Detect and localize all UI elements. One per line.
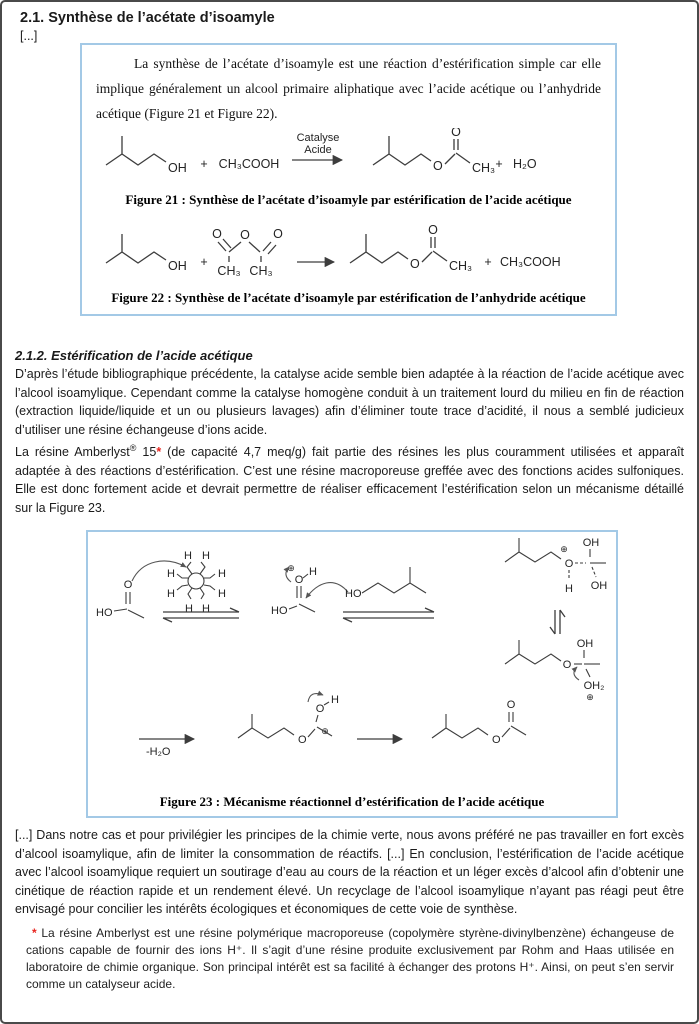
label-acetic-acid: CH₃COOH	[218, 157, 280, 171]
equilibrium-arrows-vertical	[550, 610, 565, 634]
tetrahedral-intermediate-1	[505, 537, 607, 595]
plus-sign: +	[495, 157, 503, 171]
label-oh: OH	[582, 537, 600, 550]
label-carbonyl-o: O	[212, 227, 222, 241]
isoamyl-alcohol-structure	[106, 136, 187, 175]
label-h: H	[218, 588, 226, 601]
isoamyl-acetate-structure	[350, 223, 472, 273]
label-h: H	[331, 694, 339, 707]
label-oh: OH	[590, 580, 608, 593]
curved-arrow-water-leaving	[574, 667, 579, 680]
plus-charge: ⊕	[586, 692, 594, 703]
protonated-acetic-acid-structure	[271, 563, 317, 617]
figure22-caption: Figure 22 : Synthèse de l’acétate d’isoamyle par estérification de l’anhydride acétique	[111, 290, 586, 305]
footnote-asterisk: *	[32, 925, 37, 940]
page-title: 2.1. Synthèse de l’acétate d’isoamyle	[20, 10, 275, 26]
label-h: H	[185, 603, 193, 616]
curved-arrow-proton-transfer	[132, 561, 186, 581]
label-ch3: CH₃	[249, 264, 273, 278]
figure21-reaction-scheme	[96, 128, 601, 192]
label-oh: OH	[168, 161, 187, 175]
arrow-label-acide: Acide	[304, 144, 332, 156]
plus-sign: +	[200, 255, 208, 269]
plus-charge: ⊕	[560, 544, 568, 555]
label-water: H₂O	[513, 157, 537, 171]
reaction-arrow-catalysis	[292, 132, 342, 160]
equilibrium-arrows-2	[343, 608, 434, 622]
plus-sign: +	[200, 157, 208, 171]
plus-charge: ⊕	[287, 563, 295, 574]
paragraph-2-lead: La résine Amberlyst	[15, 445, 130, 460]
label-h: H	[202, 550, 210, 563]
label-minus-h2o: -H₂O	[146, 746, 171, 759]
footnote	[26, 925, 674, 993]
label-protonated-o: O	[564, 558, 574, 571]
label-acetic-acid: CH₃COOH	[500, 255, 561, 269]
paragraph-2-num: 15	[136, 445, 157, 460]
label-ho: HO	[271, 605, 288, 618]
plus-charge: ⊕	[321, 726, 329, 737]
acetic-acid-structure	[96, 579, 144, 619]
box-intro-paragraph: La synthèse de l’acétate d’isoamyle est une réaction d’estérification simple car elle implique généralement un alcool primaire aliphatique avec l’acide acétique ou l’anhydride acétique (Figure 21 et Figure 22).	[96, 56, 601, 121]
label-ch3: CH₃	[449, 259, 473, 273]
label-carbonyl-o: O	[123, 579, 133, 592]
label-h: H	[167, 588, 175, 601]
figure21-caption: Figure 21 : Synthèse de l’acétate d’isoamyle par estérification de l’acide acétique	[125, 192, 572, 207]
curved-arrow-nucleophilic-attack	[306, 583, 348, 598]
isoamyl-alcohol-structure	[106, 234, 187, 273]
label-ch3: CH₃	[472, 161, 496, 175]
closing-paragraph: [...] Dans notre cas et pour privilégier les principes de la chimie verte, nous avons préféré ne pas travailler en fort excès d’alcool isoamylique, afin de limiter la consommation de réactifs. [...] En conclusion, l’estérification de l’acide acétique avec l’alcool isoamylique requiert un soutirage d’eau au cours de la réaction et un léger excès d’alcool afin d’obtenir une cinétique de réaction rapide et un rendement élevé. Un recyclage de l’alcool isoamylique n’ayant pas réagi peut être envisagé pour concilier les intérêts écologiques et économiques de cette voie de synthèse.	[15, 828, 684, 917]
label-h: H	[167, 568, 175, 581]
label-oh: OH	[576, 638, 594, 651]
label-ester-o: O	[492, 734, 501, 747]
omission-marker-top: [...]	[20, 29, 38, 43]
label-ho: HO	[96, 607, 113, 620]
paragraph-1: D’après l’étude bibliographique précédente, la catalyse acide semble bien adaptée à la réaction de l’acide acétique avec l’alcool isoamylique. Cependant comme la catalyse homogène conduit à un traitement lourd du milieu en fin de réaction (extraction liquide/liquide et un ou plusieurs lavages) afin d’éliminer toute trace d’acidité, il nous a semblé judicieux d’utiliser une résine échangeuse d’ions acide.	[15, 367, 684, 437]
label-h: H	[202, 603, 210, 616]
acid-resin-structure	[167, 550, 226, 615]
plus-sign: +	[484, 255, 492, 269]
label-h: H	[565, 583, 573, 596]
label-ester-o: O	[562, 659, 572, 672]
label-carbonyl-o: O	[506, 699, 516, 712]
acetic-anhydride-structure	[212, 227, 283, 278]
subsection-title: 2.1.2. Estérification de l’acide acétique	[15, 348, 253, 363]
figure23-mechanism-scheme	[94, 536, 610, 788]
curved-arrow-deprotonation	[308, 694, 323, 702]
figure23-caption: Figure 23 : Mécanisme réactionnel d’estérification de l’acide acétique	[159, 794, 545, 810]
label-h: H	[218, 568, 226, 581]
protonated-ester-structure	[238, 694, 339, 746]
isoamyl-acetate-structure	[373, 128, 495, 175]
label-h: H	[184, 550, 192, 563]
dehydration-arrow	[139, 739, 194, 758]
paragraph-2	[15, 439, 684, 517]
figure-box-23	[86, 530, 618, 818]
arrow-label-catalyse: Catalyse	[296, 132, 340, 144]
label-ester-o: O	[298, 734, 307, 747]
footnote-text: La résine Amberlyst est une résine polymérique macroporeuse (copolymère styrène-divinylbenzène) échangeuse de cations capable de fournir des ions H⁺. Il s’agit d’une résine produite exclusivement par Rohm and Haas utilisée en laboratoire de chimie organique. Son principal intérêt est sa facilité à échanger des protons H⁺. Ainsi, on peut s’en servir comme un catalyseur acide.	[26, 925, 674, 991]
label-central-o: O	[240, 228, 250, 242]
paragraph-2-rest: (de capacité 4,7 meq/g) fait partie des résines les plus couramment utilisées et apparaît adaptée à des réactions d’estérification. C’est une résine macroporeuse greffée avec des fonctions acides sulfoniques. Elle est donc fortement acide et devrait permettre de réaliser efficacement l’estérification selon un mécanisme détaillé sur la Figure 23.	[15, 445, 684, 515]
label-oh: OH	[168, 259, 187, 273]
figure22-reaction-scheme	[96, 212, 601, 290]
label-carbonyl-o: O	[451, 128, 461, 139]
label-ch3: CH₃	[217, 264, 241, 278]
registered-mark: ®	[129, 443, 137, 453]
footnote-ref-asterisk: *	[156, 445, 162, 460]
figure-box-21-22	[80, 43, 617, 316]
equilibrium-arrows-1	[163, 608, 239, 622]
label-oh2: OH₂	[583, 680, 605, 693]
tetrahedral-intermediate-2	[505, 638, 604, 702]
isoamyl-acetate-product-structure	[432, 699, 526, 746]
label-protonated-o: O	[315, 703, 325, 716]
label-ho: HO	[345, 588, 362, 601]
label-carbonyl-o: O	[428, 223, 438, 237]
label-ester-o: O	[410, 257, 420, 271]
isoamyl-alcohol-structure	[345, 567, 426, 600]
label-h: H	[309, 566, 317, 579]
label-ester-o: O	[433, 159, 443, 173]
label-carbonyl-o: O	[273, 227, 283, 241]
label-oxocarbenium-o: O	[294, 574, 304, 587]
